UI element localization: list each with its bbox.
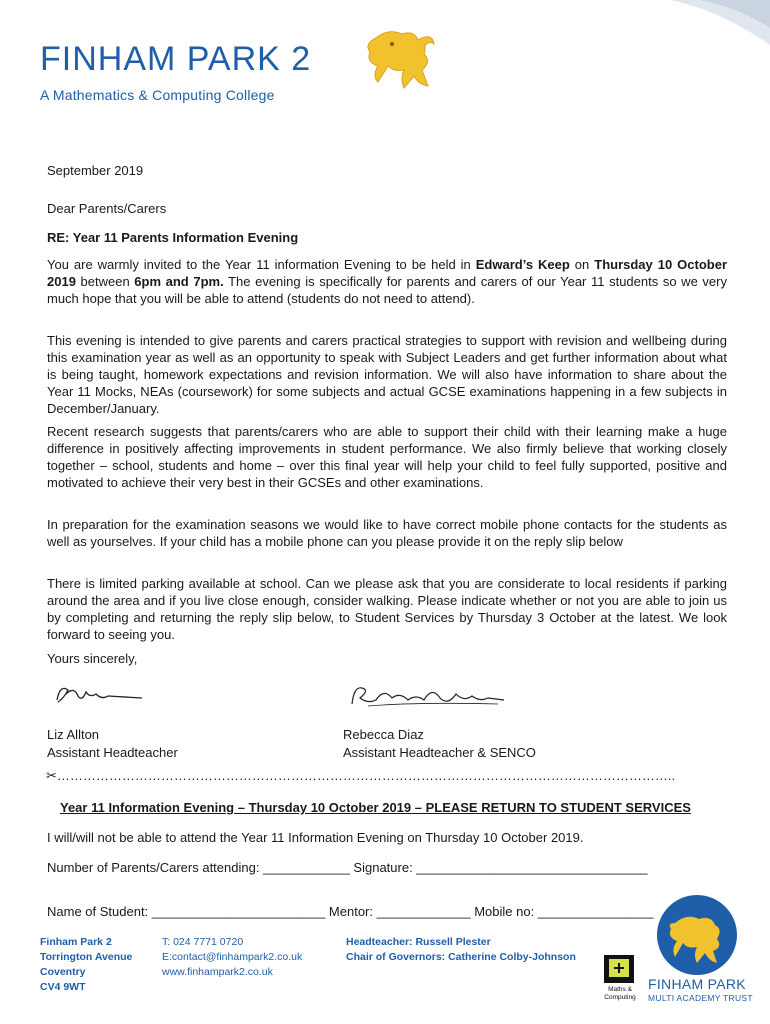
closing: Yours sincerely,	[47, 651, 138, 666]
scissors-icon: ✂	[46, 768, 57, 783]
signature-rebecca-diaz	[348, 680, 508, 712]
salutation: Dear Parents/Carers	[47, 201, 167, 216]
signatory-title: Assistant Headteacher	[47, 745, 178, 760]
signature-liz-allton	[52, 680, 147, 708]
paragraph-parking: There is limited parking available at school. Can we please ask that you are considerate to local residents if parking around the area and if you live close enough, consider walking. Please indicate whether or not you are able to join us by completing and returning the reply slip below, to Student Services by Thursday 3 October at the latest. We look forward to seeing you.	[47, 576, 727, 642]
footer-website-link[interactable]: www.finhampark2.co.uk	[162, 966, 273, 978]
student-details-line: Name of Student: ________________________ Mentor: _____________ Mobile no: ________________	[47, 904, 654, 919]
parents-count-line: Number of Parents/Carers attending: ____________ Signature: ________________________________	[47, 860, 648, 875]
paragraph-strategies: This evening is intended to give parents and carers practical strategies to support with revision and wellbeing during this examination year as well as an opportunity to speak with Subject Leaders and get further information about what is being taught, homework expectations and revision information. We will also have information to share about the Year 11 Mocks, NEAs (coursework) for some subjects and actual GCSE examinations happening in a few subjects in December/January.	[47, 333, 727, 416]
footer-address: Finham Park 2 Torrington Avenue Coventry CV4 9WT	[40, 936, 133, 993]
dotted-line: ……………………………………………………………………………………………………………………………..	[56, 768, 676, 783]
svg-text:Maths &: Maths &	[608, 986, 632, 993]
footer-phone: T: 024 7771 0720	[162, 936, 244, 948]
school-name: FINHAM PARK 2	[40, 40, 312, 78]
svg-text:Computing: Computing	[604, 994, 636, 1001]
signatory-title: Assistant Headteacher & SENCO	[343, 745, 536, 760]
footer-email-link[interactable]: E:contact@finhampark2.co.uk	[162, 951, 303, 963]
signatory-name: Rebecca Diaz	[343, 727, 424, 742]
paragraph-research: Recent research suggests that parents/carers who are able to support their child with their learning make a huge difference in positively affecting improvements in student performance. We also firmly believe that working closely together – school, students and home – over this final year will help your child to feel fully supported, positive and motivated to achieve their very best in their GCSEs and other examinations.	[47, 424, 727, 490]
trust-name: FINHAM PARK	[648, 976, 746, 992]
paragraph-invitation: You are warmly invited to the Year 11 information Evening to be held in Edward’s Keep on Thursday 10 October 2019 between 6pm and 7pm. The evening is specifically for parents and carers of our Year 11 students so we very much hope that you will be able to attend (students do not need to attend).	[47, 257, 728, 306]
reply-slip-heading: Year 11 Information Evening – Thursday 10 October 2019 – PLEASE RETURN TO STUDENT SERVICES	[60, 800, 691, 815]
trust-subtitle: MULTI ACADEMY TRUST	[648, 993, 753, 1003]
signatory-name: Liz Allton	[47, 727, 100, 742]
letter-date: September 2019	[47, 163, 144, 178]
corner-swoosh-decoration	[640, 0, 770, 60]
paragraph-mobile-contacts: In preparation for the examination seasons we would like to have correct mobile phone contacts for the students as well as yourselves. If your child has a mobile phone can you please provide it on the reply slip below	[47, 517, 727, 549]
signatory-liz-allton	[47, 726, 178, 762]
school-subtitle: A Mathematics & Computing College	[40, 87, 275, 103]
footer-people: Headteacher: Russell Plester Chair of Governors: Catherine Colby-Johnson	[346, 936, 576, 963]
letter-subject: RE: Year 11 Parents Information Evening	[47, 230, 299, 245]
signatory-rebecca-diaz	[343, 726, 536, 762]
maths-computing-badge-icon	[601, 955, 639, 1001]
cut-line	[46, 768, 726, 784]
footer-contact	[162, 935, 302, 980]
trust-lion-emblem-icon	[655, 893, 740, 978]
lion-logo-icon	[358, 26, 438, 96]
attend-line: I will/will not be able to attend the Year 11 Information Evening on Thursday 10 October 2019.	[47, 830, 584, 845]
